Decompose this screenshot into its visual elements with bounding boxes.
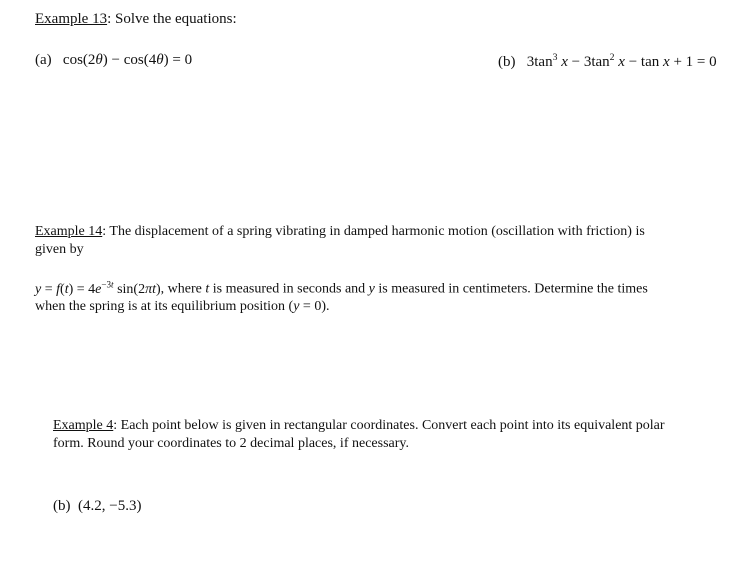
example-14-line1 [35,224,645,240]
equation-b [498,52,717,71]
example-13-heading [35,11,237,28]
point-b-label: (b) [53,498,71,514]
example-4-line2: form. Round your coordinates to 2 decimal places, if necessary. [53,436,409,451]
example-13-label: Example 13 [35,11,108,27]
example-14-line4: when the spring is at its equilibrium position (y = 0). [35,299,330,314]
example-4-label: Example 4 [53,418,114,433]
equation-a-expression: cos(2θ) − cos(4θ) = 0 [55,52,193,68]
example-4-text-1: : Each point below is given in rectangular coordinates. Convert each point into its equivalent polar [113,418,665,433]
equation-b-expression: $3\tan^3$ $x - 3\tan^2$ x − tan x + 1 = 0 [519,52,717,70]
example-4-line1 [53,418,665,434]
part-b-label: (b) [498,54,516,70]
point-b-coordinates: (4.2, −5.3) [78,498,142,514]
example-13-instruction: : Solve the equations: [107,11,237,27]
example-14-line3: $y = f(t) = 4e^{-3t}$ sin(2πt), where t is measured in seconds and y is measured in centimeters. Determine the times [35,279,648,297]
equation-a [35,52,192,69]
displacement-formula: $y = f(t) = 4e^{-3t}$ sin(2πt) [35,279,161,297]
part-a-label: (a) [35,52,52,68]
example-14-line2: given by [35,242,84,257]
example-14-label: Example 14 [35,224,103,239]
example-14-text-1: : The displacement of a spring vibrating in damped harmonic motion (oscillation with friction) is [102,224,645,239]
point-b [53,498,141,515]
